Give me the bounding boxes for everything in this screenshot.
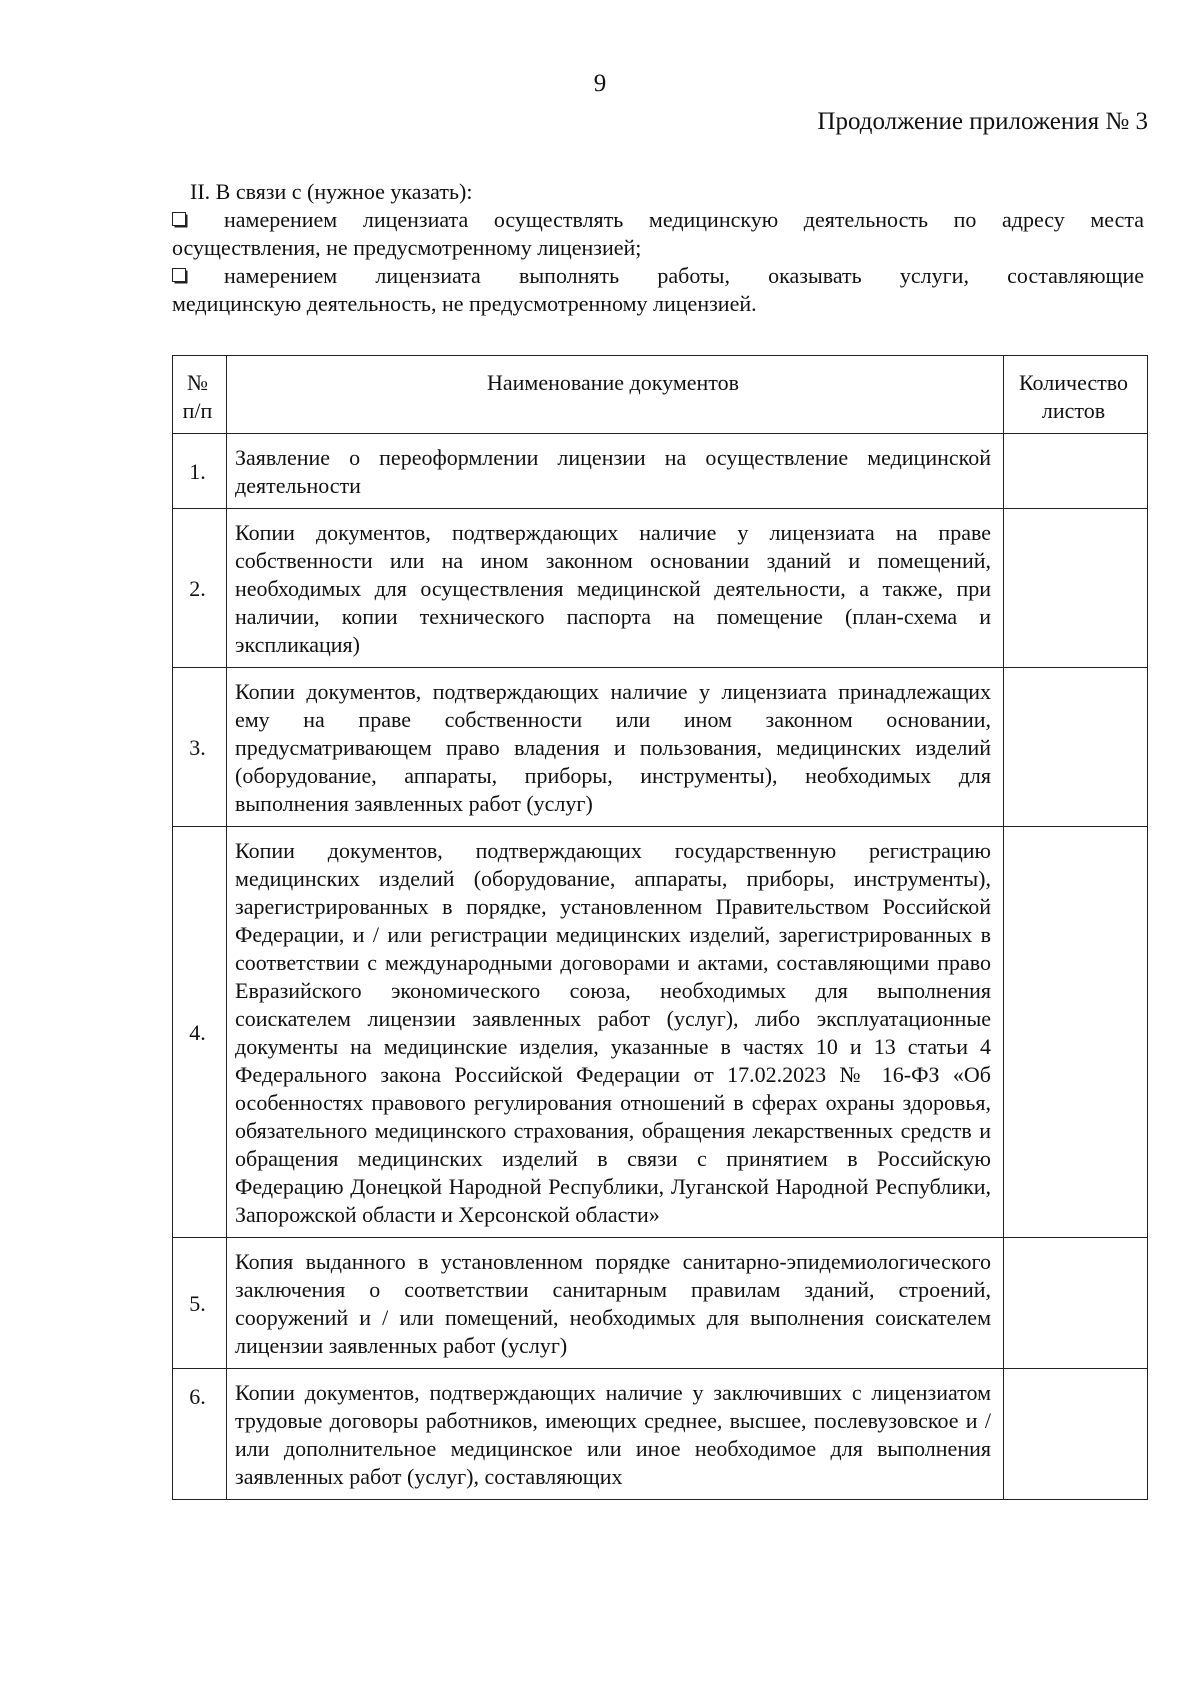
page-number: 9 xyxy=(593,70,607,97)
header-number xyxy=(173,356,227,434)
row-number: 6. xyxy=(173,1369,227,1500)
table-row xyxy=(173,509,1148,668)
appendix-continuation-note: Продолжение приложения № 3 xyxy=(817,108,1148,135)
row-number: 4. xyxy=(173,827,227,1238)
table-row xyxy=(173,668,1148,827)
header-number-line-1: № xyxy=(187,370,208,395)
table-row xyxy=(173,1238,1148,1369)
table-row xyxy=(173,1369,1148,1500)
row-number: 2. xyxy=(173,509,227,668)
table-header-row xyxy=(173,356,1148,434)
reason-heading: II. В связи с (нужное указать): xyxy=(190,179,473,204)
row-document-name: Копии документов, подтверждающих государственную регистрацию медицинских изделий (оборудование, аппараты, приборы, инструменты), зарегистрированных в порядке, установленном Правительством Российской Федерации, и / или регистрации медицинских изделий, зарегистрированных в соответствии с международными договорами и актами, составляющими право Евразийского экономического союза, необходимых для выполнения соискателем лицензии заявленных работ (услуг), либо эксплуатационные документы на медицинские изделия, указанные в частях 10 и 13 статьи 4 Федерального закона Российской Федерации от 17.02.2023 № 16-ФЗ «Об особенностях правового регулирования отношений в сферах охраны здоровья, обязательного медицинского страхования, обращения лекарственных средств и обращения медицинских изделий в связи с принятием в Российскую Федерацию Донецкой Народной Республики, Луганской Народной Республики, Запорожской области и Херсонской области» xyxy=(227,827,1004,1238)
header-name: Наименование документов xyxy=(227,356,1004,434)
reason-option-2 xyxy=(172,262,1144,290)
header-number-line-2: п/п xyxy=(182,398,213,423)
documents-table xyxy=(172,355,1148,1500)
row-document-name: Копии документов, подтверждающих наличие у лицензиата на праве собственности или на ином законном основании зданий и помещений, необходимых для осуществления медицинской деятельности, а также, при наличии, копии технического паспорта на помещение (план-схема и экспликация) xyxy=(227,509,1004,668)
row-document-name: Копия выданного в установленном порядке санитарно-эпидемиологического заключения о соответствии санитарным правилам зданий, строений, сооружений и / или помещений, необходимых для выполнения соискателем лицензии заявленных работ (услуг) xyxy=(227,1238,1004,1369)
checkbox-icon[interactable] xyxy=(172,212,186,226)
header-quantity-line-2: листов xyxy=(1041,398,1106,423)
reason-option-2-first-line: намерением лицензиата выполнять работы, оказывать услуги, составляющие xyxy=(224,263,1144,288)
row-number: 1. xyxy=(173,434,227,509)
reason-section xyxy=(172,178,1144,318)
row-number: 3. xyxy=(173,668,227,827)
row-document-name: Копии документов, подтверждающих наличие у лицензиата принадлежащих ему на праве собственности или ином законном основании, предусматривающем право владения и пользования, медицинских изделий (оборудование, аппараты, приборы, инструменты), необходимых для выполнения заявленных работ (услуг) xyxy=(227,668,1004,827)
row-document-name: Копии документов, подтверждающих наличие у заключивших с лицензиатом трудовые договоры работников, имеющих среднее, высшее, послевузовское и / или дополнительное медицинское или иное необходимое для выполнения заявленных работ (услуг), составляющих xyxy=(227,1369,1004,1500)
row-sheet-count[interactable] xyxy=(1004,668,1148,827)
header-quantity xyxy=(1004,356,1148,434)
row-number: 5. xyxy=(173,1238,227,1369)
reason-option-2-continuation: медицинскую деятельность, не предусмотренному лицензией. xyxy=(172,291,757,316)
row-sheet-count[interactable] xyxy=(1004,1238,1148,1369)
row-sheet-count[interactable] xyxy=(1004,827,1148,1238)
row-sheet-count[interactable] xyxy=(1004,434,1148,509)
reason-option-1-continuation: осуществления, не предусмотренному лицензией; xyxy=(172,235,642,260)
table-row xyxy=(173,827,1148,1238)
reason-option-1 xyxy=(172,206,1144,234)
checkbox-icon[interactable] xyxy=(172,268,186,282)
header-quantity-line-1: Количество xyxy=(1018,370,1129,395)
row-document-name: Заявление о переоформлении лицензии на осуществление медицинской деятельности xyxy=(227,434,1004,509)
table-row xyxy=(173,434,1148,509)
reason-option-1-first-line: намерением лицензиата осуществлять медицинскую деятельность по адресу места xyxy=(224,207,1144,232)
row-sheet-count[interactable] xyxy=(1004,1369,1148,1500)
row-sheet-count[interactable] xyxy=(1004,509,1148,668)
